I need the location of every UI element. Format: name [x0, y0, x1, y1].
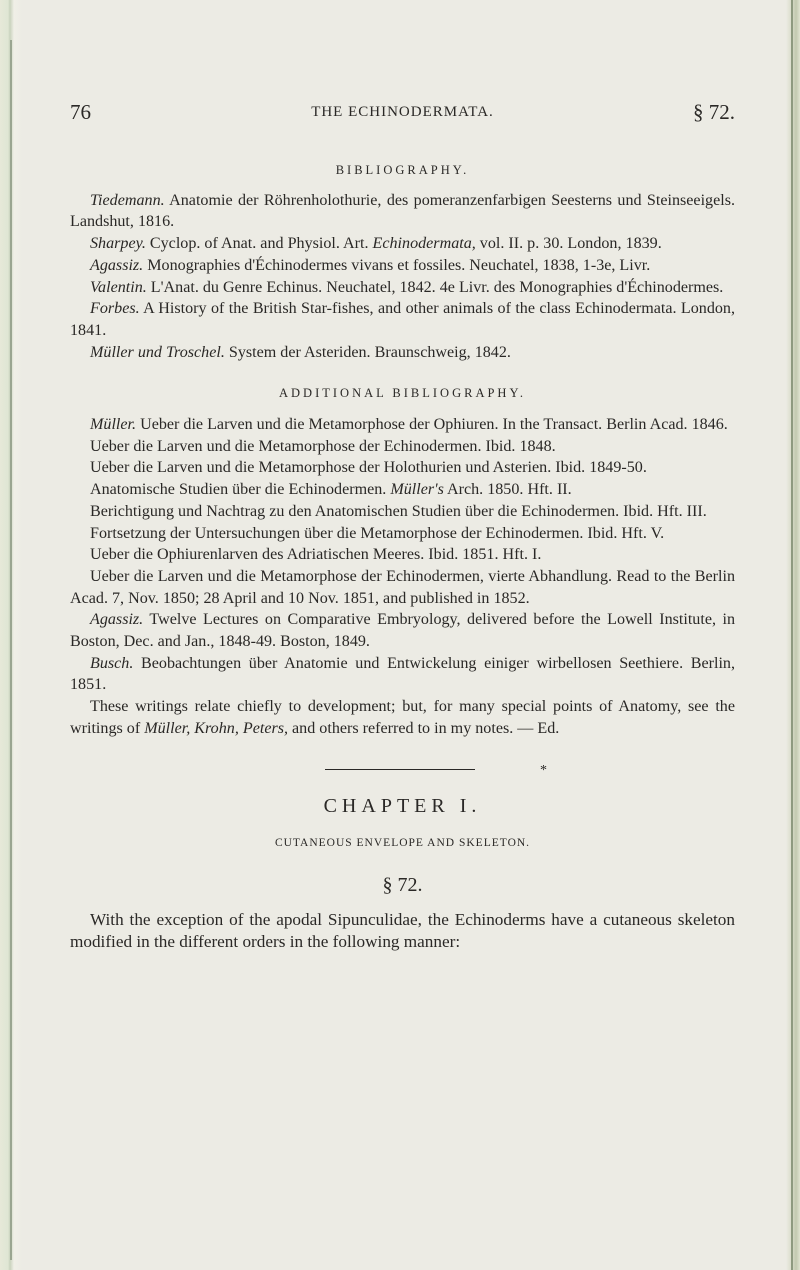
- entry-text: A History of the British Star-fishes, and other animals of the class Echinodermata. London, 1841.: [70, 300, 735, 339]
- bibliography-entry: [70, 609, 735, 652]
- entry-text: Twelve Lectures on Comparative Embryology, delivered before the Lowell Institute, in Boston, Dec. and Jan., 1848-49. Boston, 1849.: [70, 611, 735, 651]
- entry-text: Ueber die Larven und die Metamorphose der Holothurien und Asterien. Ibid. 1849-50.: [90, 459, 647, 477]
- entry-text: Anatomie der Röhrenholothurie, des pomeranzenfarbigen Seesterns und Steinseeigels. Landshut, 1816.: [70, 191, 735, 231]
- entry-author: Forbes.: [90, 300, 140, 318]
- bibliography-entry: [70, 501, 735, 523]
- entry-author: Valentin.: [90, 278, 147, 296]
- horizontal-rule: [325, 769, 475, 770]
- note-text: These writings relate chiefly to development; but, for many special points of Anatomy, see the writings of: [70, 698, 735, 737]
- binding-line-left: [10, 40, 12, 1260]
- running-title: THE ECHINODERMATA.: [311, 104, 494, 120]
- entry-author: Müller und Troschel.: [90, 343, 225, 361]
- entry-text: Ueber die Larven und die Metamorphose der Ophiuren. In the Transact. Berlin Acad. 1846.: [136, 416, 728, 434]
- entry-text: Berichtigung und Nachtrag zu den Anatomischen Studien über die Echinodermen. Ibid. Hft. III.: [90, 502, 707, 520]
- note-tail: and others referred to in my notes. — Ed.: [288, 719, 560, 737]
- entry-text: Fortsetzung der Untersuchungen über die Metamorphose der Echinodermen. Ibid. Hft. V.: [90, 524, 665, 542]
- entry-text: Ueber die Larven und die Metamorphose der Echinodermen, vierte Abhandlung. Read to the Berlin Acad. 7, Nov. 1850; 28 April and 10 Nov. 1851, and published in 1852.: [70, 567, 735, 607]
- bibliography-list: [70, 190, 735, 364]
- bibliography-entry: [70, 190, 735, 233]
- page-right-edge: [786, 0, 800, 1270]
- entry-text: Ueber die Larven und die Metamorphose der Echinodermen. Ibid. 1848.: [90, 437, 556, 455]
- bibliography-entry: [70, 523, 735, 545]
- entry-author: Tiedemann.: [90, 191, 165, 209]
- entry-text: Monographies d'Échinodermes vivans et fossiles. Neuchatel, 1838, 1-3e, Livr.: [143, 256, 651, 274]
- bibliography-entry: [70, 566, 735, 609]
- entry-author: Agassiz.: [90, 256, 144, 274]
- bibliography-entry: [70, 342, 735, 364]
- section-heading: § 72.: [382, 873, 423, 896]
- entry-text: Cyclop. of Anat. and Physiol. Art.: [145, 235, 373, 253]
- binding-line-right: [791, 0, 793, 1270]
- separator: [70, 758, 735, 780]
- bibliography-entry: [70, 653, 735, 696]
- body-paragraph: With the exception of the apodal Sipunculidae, the Echinoderms have a cutaneous skeleton modified in the different orders in the following manner:: [70, 909, 735, 951]
- page-content: [70, 160, 735, 953]
- bibliography-entry: [70, 414, 735, 436]
- page-number: 76: [70, 100, 91, 124]
- entry-text: L'Anat. du Genre Echinus. Neuchatel, 1842. 4e Livr. des Monographies d'Échinodermes.: [146, 278, 724, 296]
- bibliography-entry: [70, 436, 735, 458]
- bibliography-entry: [70, 277, 735, 299]
- section-number: § 72.: [693, 100, 735, 124]
- bibliography-entry: [70, 457, 735, 479]
- chapter-title: CHAPTER I.: [323, 794, 482, 817]
- note-names: Müller, Krohn, Peters,: [144, 719, 289, 737]
- page-header: [70, 100, 735, 130]
- entry-italic: Müller's: [390, 481, 444, 499]
- bibliography-entry: [70, 479, 735, 501]
- entry-author: Sharpey.: [90, 235, 146, 253]
- asterisk-mark: *: [540, 762, 547, 778]
- additional-bibliography-list: [70, 414, 735, 740]
- entry-text: Ueber die Ophiurenlarven des Adriatischen Meeres. Ibid. 1851. Hft. I.: [90, 546, 542, 564]
- entry-text: Anatomische Studien über die Echinodermen.: [90, 481, 391, 499]
- editor-note: [70, 696, 735, 739]
- entry-italic: Echinodermata,: [372, 235, 476, 253]
- entry-author: Agassiz.: [90, 611, 144, 629]
- chapter-subtitle: CUTANEOUS ENVELOPE AND SKELETON.: [274, 837, 531, 850]
- entry-tail: Arch. 1850. Hft. II.: [443, 481, 572, 499]
- bibliography-heading: BIBLIOGRAPHY.: [335, 163, 470, 177]
- entry-tail: vol. II. p. 30. London, 1839.: [475, 235, 662, 253]
- additional-bibliography-heading: ADDITIONAL BIBLIOGRAPHY.: [279, 386, 526, 401]
- entry-author: Busch.: [90, 654, 134, 672]
- bibliography-entry: [70, 233, 735, 255]
- bibliography-entry: [70, 298, 735, 341]
- bibliography-entry: [70, 255, 735, 277]
- entry-text: System der Asteriden. Braunschweig, 1842.: [224, 343, 511, 361]
- entry-text: Beobachtungen über Anatomie und Entwickelung einiger wirbellosen Seethiere. Berlin, 1851.: [70, 654, 735, 694]
- bibliography-entry: [70, 544, 735, 566]
- entry-author: Müller.: [90, 416, 137, 434]
